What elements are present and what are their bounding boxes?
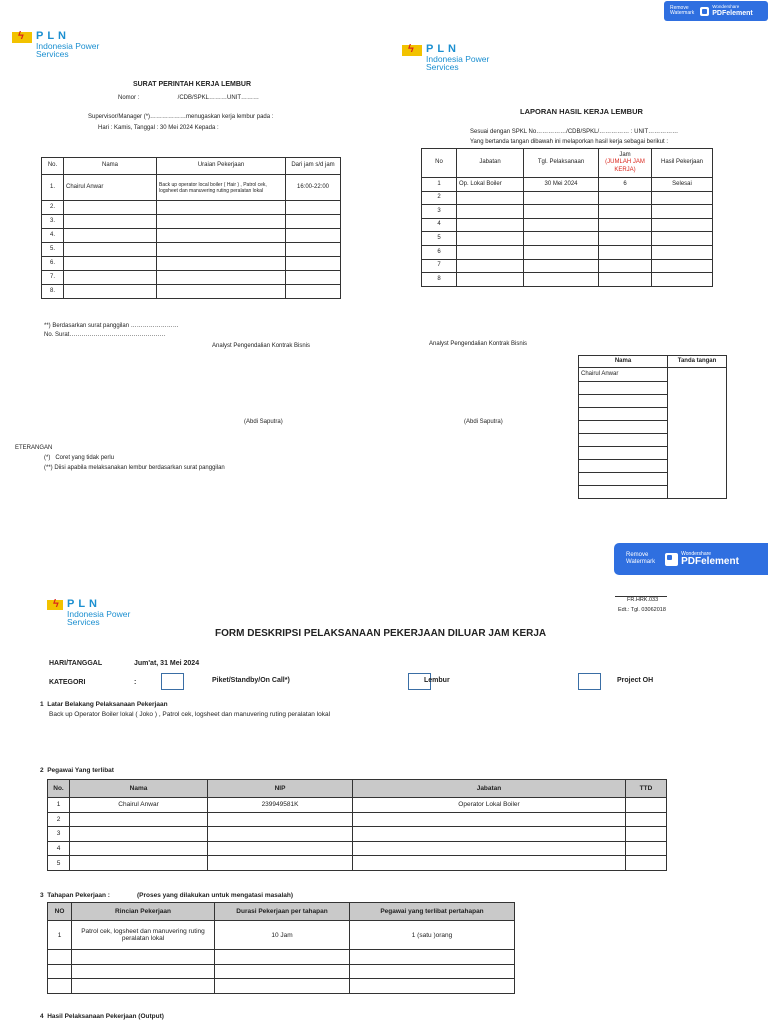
spkl-row-no: 7.: [42, 271, 64, 285]
kategori-colon: :: [134, 679, 137, 686]
tahapan-row-durasi: [215, 950, 350, 965]
pegawai-row-no: 3: [48, 827, 70, 842]
sig-name-row: [579, 460, 668, 473]
spkl-row-jam: [286, 257, 341, 271]
checkbox-project[interactable]: [578, 673, 601, 690]
spkl-row-jam: [286, 201, 341, 215]
tahapan-row-pegawai: [350, 964, 515, 979]
opt-project-label: Project OH: [617, 677, 654, 684]
keterangan-title: ETERANGAN: [15, 445, 53, 451]
pln-logo-form: [47, 599, 130, 626]
laporan-row-no: 7: [422, 259, 457, 273]
laporan-row: [422, 245, 713, 259]
laporan-row-hasil: [652, 205, 713, 219]
pegawai-row-jabatan: [353, 827, 626, 842]
spkl-note2: No. Surat…………………………………………: [44, 332, 166, 338]
pegawai-row-nama: [70, 841, 208, 856]
spkl-row-uraian: Back up operator local boiler ( Hair ) , Patrol cek, logsheet dan manuvering ruting peralatan lokal: [157, 175, 286, 201]
laporan-col-hasil: Hasil Pekerjaan: [652, 149, 713, 178]
laporan-row-jam: [599, 205, 652, 219]
tahapan-table: [47, 902, 515, 994]
laporan-row-tgl: [524, 218, 599, 232]
pln-logo-left: [12, 31, 99, 58]
laporan-row-jabatan: [457, 191, 524, 205]
pegawai-row-no: 1: [48, 798, 70, 813]
pegawai-row-no: 2: [48, 812, 70, 827]
pdfelement-brand: [712, 5, 752, 17]
pdfelement-label: PDFelement: [712, 9, 753, 17]
spkl-row-uraian: [157, 215, 286, 229]
remove-watermark-label: Remove Watermark: [626, 552, 656, 565]
spkl-signer: (Abdi Saputra): [244, 419, 283, 425]
laporan-col-no: No: [422, 149, 457, 178]
hari-label: HARI/TANGGAL: [49, 660, 103, 667]
sig-name-row: [579, 382, 668, 395]
laporan-row-jam: 6: [599, 178, 652, 192]
spkl-row-nama: [64, 215, 157, 229]
tahapan-row-no: [48, 950, 72, 965]
tahapan-row-durasi: 10 Jam: [215, 921, 350, 950]
section3-title: 3 Tahapan Pekerjaan :: [40, 892, 110, 899]
laporan-row-tgl: 30 Mei 2024: [524, 178, 599, 192]
laporan-row-tgl: [524, 205, 599, 219]
spkl-row-no: 8.: [42, 285, 64, 299]
tahapan-row-rincian: [72, 950, 215, 965]
spkl-row-jam: [286, 271, 341, 285]
laporan-row-hasil: [652, 273, 713, 287]
pln-lightning-icon: [402, 45, 422, 56]
laporan-row-jabatan: [457, 218, 524, 232]
laporan-row: [422, 191, 713, 205]
spkl-row-jam: [286, 285, 341, 299]
spkl-row-uraian: [157, 201, 286, 215]
pln-logo-right: [402, 44, 489, 71]
spkl-row: [42, 215, 341, 229]
spkl-col-uraian: Uraian Pekerjaan: [157, 158, 286, 175]
pegawai-row-nip: [208, 856, 353, 871]
spkl-row-nama: [64, 257, 157, 271]
laporan-row-no: 5: [422, 232, 457, 246]
sig-name-row: [579, 447, 668, 460]
section3-subtitle: (Proses yang dilakukan untuk mengatasi masalah): [137, 892, 294, 899]
tahapan-row-durasi: [215, 979, 350, 994]
laporan-col-jam: [599, 149, 652, 178]
opt-piket-label: Piket/Standby/On Call*): [212, 677, 290, 684]
laporan-analyst: Analyst Pengendalian Kontrak Bisnis: [429, 341, 528, 347]
signature-table: [578, 355, 727, 499]
laporan-row-no: 6: [422, 245, 457, 259]
tahapan-row: [48, 979, 515, 994]
tahapan-col-no: NO: [48, 903, 72, 921]
laporan-table: [421, 148, 713, 287]
tahapan-row: [48, 950, 515, 965]
spkl-supervisor: Supervisor/Manager (*)………………menugaskan kerja lembur pada :: [88, 114, 274, 120]
pegawai-row: [48, 812, 667, 827]
tahapan-row-no: [48, 979, 72, 994]
spkl-row-nama: [64, 285, 157, 299]
spkl-row: [42, 175, 341, 201]
spkl-row-uraian: [157, 285, 286, 299]
spkl-table: [41, 157, 341, 299]
form-edition: Edt.: Tgl. 03062018: [618, 607, 666, 613]
spkl-title: SURAT PERINTAH KERJA LEMBUR: [132, 81, 252, 88]
spkl-row-uraian: [157, 257, 286, 271]
pegawai-row-nip: [208, 841, 353, 856]
sig-name-1: Chairul Anwar: [579, 368, 668, 382]
pln-sub1: Indonesia Power: [36, 41, 100, 51]
pegawai-row: [48, 856, 667, 871]
sig-name-row: [579, 434, 668, 447]
spkl-row-nama: [64, 271, 157, 285]
laporan-row-jam: [599, 232, 652, 246]
spkl-row: [42, 271, 341, 285]
laporan-row-jabatan: [457, 205, 524, 219]
laporan-row-tgl: [524, 232, 599, 246]
tahapan-col-pegawai: Pegawai yang terlibat pertahapan: [350, 903, 515, 921]
laporan-row-jabatan: [457, 232, 524, 246]
pegawai-row: [48, 827, 667, 842]
pln-sub2: Services: [36, 49, 69, 60]
spkl-row-jam: 16:00-22:00: [286, 175, 341, 201]
wondershare-label: Wondershare: [681, 550, 712, 557]
spkl-row-no: 3.: [42, 215, 64, 229]
pegawai-col-nip: NIP: [208, 780, 353, 798]
sig-box: [668, 368, 727, 499]
laporan-row: [422, 273, 713, 287]
laporan-row-no: 1: [422, 178, 457, 192]
hari-value: Jum'at, 31 Mei 2024: [134, 660, 200, 667]
section1-text: Back up Operator Boiler lokal ( Joko ) , Patrol cek, logsheet dan manuvering ruting peralatan lokal: [49, 711, 331, 718]
pln-sub1: Indonesia Power: [67, 609, 131, 619]
remove-watermark-label: Remove Watermark: [670, 4, 695, 16]
spkl-row: [42, 201, 341, 215]
spkl-row: [42, 243, 341, 257]
laporan-col-jam-label: Jam: [619, 151, 631, 158]
laporan-row: [422, 232, 713, 246]
kategori-label: KATEGORI: [49, 679, 86, 686]
pdfelement-brand: [681, 552, 739, 567]
pln-sub2: Services: [426, 62, 459, 73]
pegawai-row-nip: [208, 812, 353, 827]
laporan-row-hasil: [652, 218, 713, 232]
laporan-row-tgl: [524, 259, 599, 273]
pegawai-row-no: 4: [48, 841, 70, 856]
pln-name: PLN: [36, 30, 70, 42]
sig-name-row: [579, 408, 668, 421]
pegawai-row-ttd: [626, 827, 667, 842]
spkl-row-no: 5.: [42, 243, 64, 257]
pln-name: PLN: [426, 43, 460, 55]
laporan-row-no: 8: [422, 273, 457, 287]
tahapan-row: [48, 921, 515, 950]
keterangan-2: (**) Diisi apabila melaksanakan lembur berdasarkan surat panggilan: [44, 465, 225, 471]
pegawai-row-nama: [70, 856, 208, 871]
tahapan-row-pegawai: [350, 979, 515, 994]
sig-name-row: [579, 395, 668, 408]
pdfelement-logo-icon: [665, 553, 678, 566]
pegawai-row-jabatan: [353, 812, 626, 827]
laporan-row-no: 4: [422, 218, 457, 232]
sig-name-row: [579, 486, 668, 499]
pegawai-row-nama: [70, 827, 208, 842]
spkl-row-jam: [286, 229, 341, 243]
spkl-row-nama: [64, 229, 157, 243]
laporan-row: [422, 178, 713, 192]
laporan-row-jabatan: [457, 245, 524, 259]
spkl-row-no: 4.: [42, 229, 64, 243]
spkl-row-no: 6.: [42, 257, 64, 271]
wondershare-label: Wondershare: [712, 4, 740, 10]
tahapan-row-rincian: [72, 979, 215, 994]
laporan-row-no: 2: [422, 191, 457, 205]
laporan-row-jam: [599, 218, 652, 232]
laporan-row-hasil: [652, 232, 713, 246]
spkl-row-jam: [286, 243, 341, 257]
laporan-row-jam: [599, 191, 652, 205]
pegawai-row-no: 5: [48, 856, 70, 871]
tahapan-row-pegawai: 1 (satu )orang: [350, 921, 515, 950]
spkl-row-uraian: [157, 243, 286, 257]
laporan-row-jabatan: [457, 259, 524, 273]
pln-lightning-icon: [47, 600, 63, 610]
pegawai-row-ttd: [626, 812, 667, 827]
tahapan-row-durasi: [215, 964, 350, 979]
spkl-hari: Hari : Kamis, Tanggal : 30 Mei 2024 Kepada :: [98, 125, 219, 131]
pegawai-row-nip: 239949581K: [208, 798, 353, 813]
spkl-row: [42, 285, 341, 299]
pegawai-row-ttd: [626, 856, 667, 871]
spkl-col-no: No.: [42, 158, 64, 175]
pegawai-row-jabatan: [353, 841, 626, 856]
tahapan-row-rincian: [72, 964, 215, 979]
form-title: FORM DESKRIPSI PELAKSANAAN PEKERJAAN DILUAR JAM KERJA: [215, 628, 547, 639]
spkl-note1: **) Berdasarkan surat panggilan ……………………: [44, 323, 179, 329]
laporan-row-tgl: [524, 273, 599, 287]
laporan-row-jam: [599, 273, 652, 287]
laporan-title: LAPORAN HASIL KERJA LEMBUR: [520, 107, 643, 116]
section2-title: 2 Pegawai Yang terlibat: [40, 767, 114, 774]
pegawai-row-nama: Chairul Anwar: [70, 798, 208, 813]
laporan-line2: Yang bertanda tangan dibawah ini melaporkan hasil kerja sebagai berikut :: [470, 139, 669, 145]
pln-sub1: Indonesia Power: [426, 54, 490, 64]
laporan-col-jabatan: Jabatan: [457, 149, 524, 178]
pln-lightning-icon: [12, 32, 32, 43]
form-code: FR.HRK.033: [627, 597, 659, 603]
laporan-row-no: 3: [422, 205, 457, 219]
laporan-row-hasil: [652, 259, 713, 273]
pegawai-col-ttd: TTD: [626, 780, 667, 798]
pdfelement-logo-icon: [700, 7, 709, 16]
spkl-nomor: Nomor : /CDB/SPKL………UNIT………: [118, 95, 260, 101]
sig-col-nama: Nama: [579, 356, 668, 368]
pegawai-row-nip: [208, 827, 353, 842]
pln-sub2: Services: [67, 617, 100, 628]
laporan-row-tgl: [524, 245, 599, 259]
laporan-signer: (Abdi Saputra): [464, 419, 503, 425]
spkl-row-no: 1.: [42, 175, 64, 201]
spkl-row-nama: [64, 243, 157, 257]
laporan-row: [422, 259, 713, 273]
pegawai-row-nama: [70, 812, 208, 827]
laporan-row-jam: [599, 245, 652, 259]
laporan-row: [422, 218, 713, 232]
opt-lembur-label: Lembur: [424, 677, 450, 684]
pegawai-row-jabatan: Operator Lokal Boiler: [353, 798, 626, 813]
pegawai-col-nama: Nama: [70, 780, 208, 798]
pegawai-row: [48, 798, 667, 813]
pegawai-row: [48, 841, 667, 856]
remove-watermark-button-top[interactable]: [664, 1, 768, 21]
pegawai-col-no: No.: [48, 780, 70, 798]
section1-title: 1 Latar Belakang Pelaksanaan Pekerjaan: [40, 701, 168, 708]
laporan-row-hasil: [652, 245, 713, 259]
spkl-row: [42, 229, 341, 243]
spkl-row-nama: Chairul Anwar: [64, 175, 157, 201]
laporan-row: [422, 205, 713, 219]
laporan-row-jabatan: [457, 273, 524, 287]
pegawai-table: [47, 779, 667, 871]
laporan-col-tgl: Tgl. Pelaksanaan: [524, 149, 599, 178]
checkbox-piket[interactable]: [161, 673, 184, 690]
laporan-row-jabatan: Op. Lokal Boiler: [457, 178, 524, 192]
laporan-line1: Sesuai dengan SPKL No……………/CDB/SPKL/…………… : UNIT……………: [470, 129, 679, 135]
tahapan-row-pegawai: [350, 950, 515, 965]
spkl-analyst: Analyst Pengendalian Kontrak Bisnis: [212, 343, 311, 349]
laporan-row-tgl: [524, 191, 599, 205]
remove-watermark-button-mid[interactable]: [614, 543, 768, 575]
laporan-row-hasil: Selesai: [652, 178, 713, 192]
pln-name: PLN: [67, 598, 101, 610]
pegawai-row-ttd: [626, 841, 667, 856]
tahapan-row-rincian: Patrol cek, logsheet dan manuvering ruting peralatan lokal: [72, 921, 215, 950]
section4-title: 4 Hasil Pelaksanaan Pekerjaan (Output): [40, 1013, 164, 1020]
keterangan-1: (*) Coret yang tidak perlu: [44, 455, 115, 461]
spkl-col-nama: Nama: [64, 158, 157, 175]
pegawai-col-jabatan: Jabatan: [353, 780, 626, 798]
pdfelement-label: PDFelement: [681, 555, 739, 567]
spkl-row-nama: [64, 201, 157, 215]
spkl-row-uraian: [157, 271, 286, 285]
spkl-row-jam: [286, 215, 341, 229]
laporan-col-jumlah-jam: (JUMLAH JAM KERJA): [605, 159, 645, 173]
spkl-col-jam: Dari jam s/d jam: [286, 158, 341, 175]
tahapan-col-rincian: Rincian Pekerjaan: [72, 903, 215, 921]
pegawai-row-ttd: [626, 798, 667, 813]
sig-name-row: [579, 473, 668, 486]
tahapan-row-no: 1: [48, 921, 72, 950]
sig-col-ttd: Tanda tangan: [668, 356, 727, 368]
tahapan-row: [48, 964, 515, 979]
tahapan-col-durasi: Durasi Pekerjaan per tahapan: [215, 903, 350, 921]
sig-name-row: [579, 421, 668, 434]
pegawai-row-jabatan: [353, 856, 626, 871]
spkl-row-no: 2.: [42, 201, 64, 215]
tahapan-row-no: [48, 964, 72, 979]
spkl-row: [42, 257, 341, 271]
laporan-row-jam: [599, 259, 652, 273]
laporan-row-hasil: [652, 191, 713, 205]
spkl-row-uraian: [157, 229, 286, 243]
